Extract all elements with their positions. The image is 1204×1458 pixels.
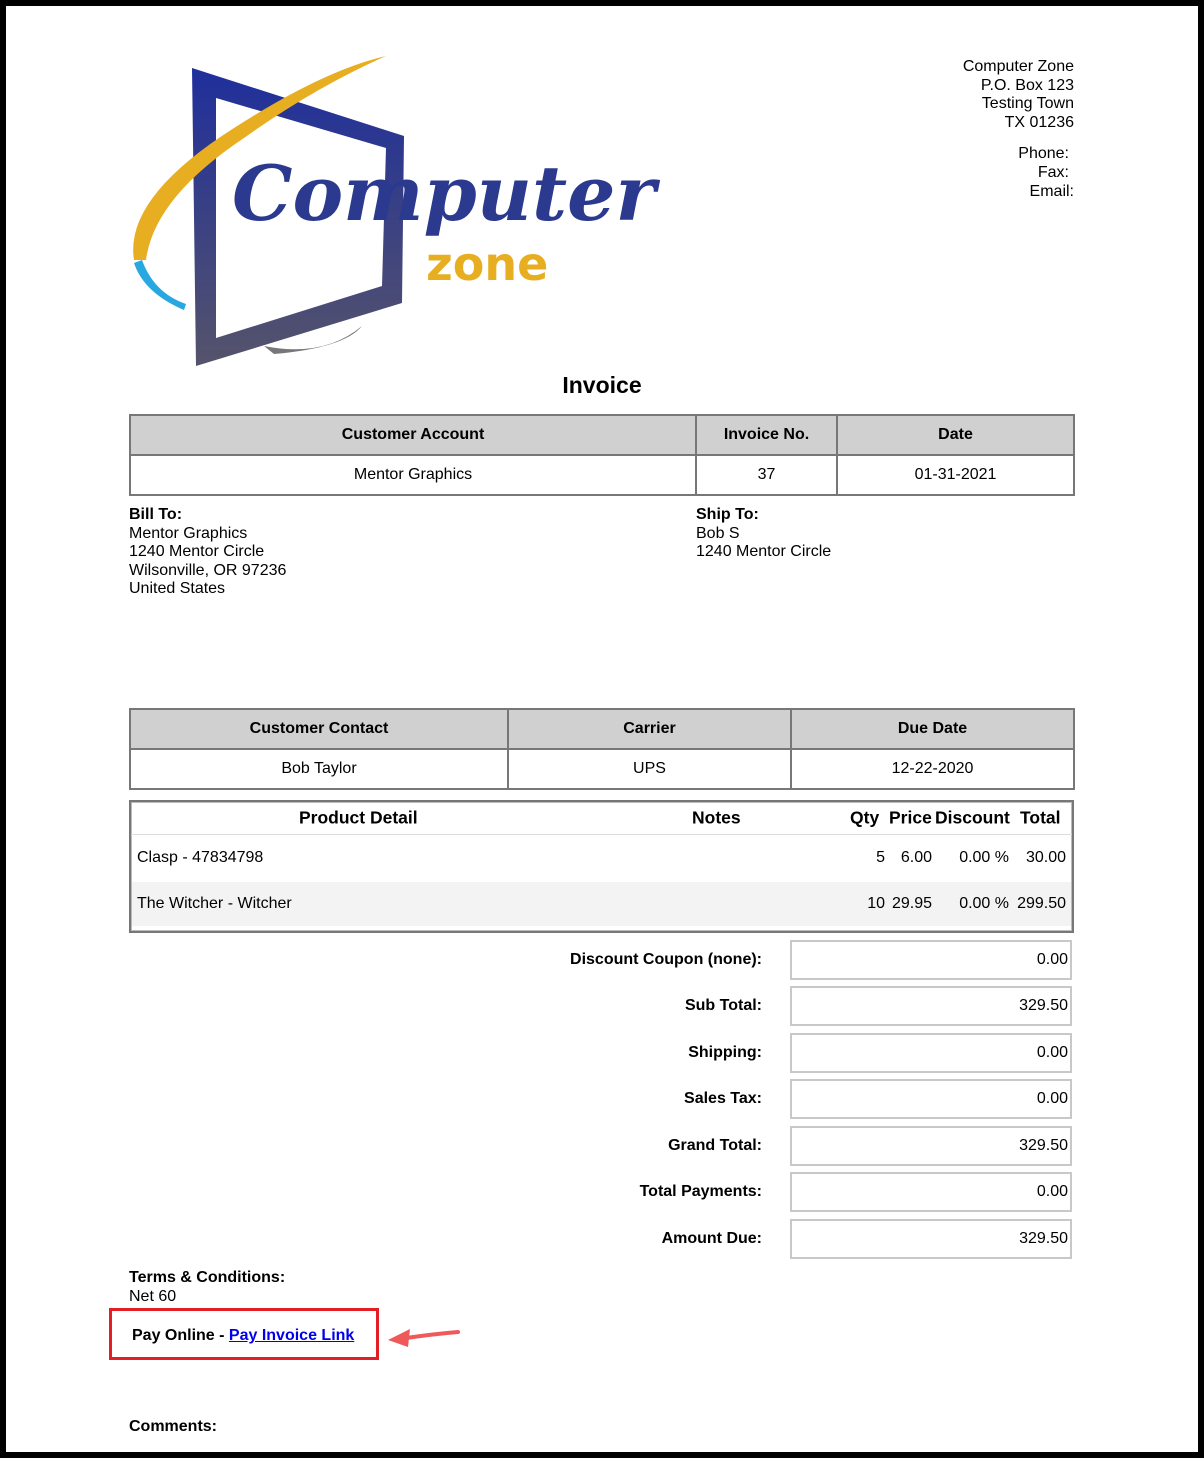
total-payments-amount: 0.00 <box>1036 1183 1068 1200</box>
bill-to-line: Wilsonville, OR 97236 <box>129 561 287 579</box>
grand-total-label: Grand Total: <box>668 1137 762 1154</box>
carrier-header: Carrier <box>508 709 791 749</box>
carrier-value: UPS <box>508 749 791 789</box>
qty-cell: 10 <box>867 895 885 912</box>
customer-contact-value: Bob Taylor <box>130 749 508 789</box>
grand-total-amount: 329.50 <box>1019 1137 1068 1154</box>
discount-coupon-value <box>790 940 1072 980</box>
pay-online-highlight <box>109 1308 379 1360</box>
comments-label: Comments: <box>129 1418 218 1435</box>
notes-header: Notes <box>692 807 741 828</box>
customer-account-value: Mentor Graphics <box>130 455 696 495</box>
pay-online-row <box>132 1327 354 1345</box>
price-cell: 29.95 <box>891 895 932 912</box>
fax-label: Fax: <box>1037 164 1069 181</box>
total-header: Total <box>1020 807 1061 828</box>
customer-account-header: Customer Account <box>130 415 696 455</box>
ship-to-line: 1240 Mentor Circle <box>696 543 832 561</box>
date-header: Date <box>837 415 1074 455</box>
terms-section <box>129 1268 285 1306</box>
company-contact <box>906 144 1074 201</box>
total-cell: 30.00 <box>1025 849 1066 866</box>
arrow-left-icon <box>384 1320 464 1350</box>
account-table <box>129 414 1075 496</box>
bill-to-line: 1240 Mentor Circle <box>129 543 265 561</box>
pay-invoice-link[interactable]: Pay Invoice Link <box>228 1327 355 1344</box>
sales-tax-value <box>790 1079 1072 1119</box>
shipping-value <box>790 1033 1072 1073</box>
bill-to <box>129 506 286 599</box>
shipping-label: Shipping: <box>688 1044 762 1061</box>
product-table-header <box>131 802 1072 835</box>
contact-table <box>129 708 1075 790</box>
customer-contact-header: Customer Contact <box>130 709 508 749</box>
invoice-no-header: Invoice No. <box>696 415 837 455</box>
ship-to <box>696 506 831 562</box>
total-payments-label: Total Payments: <box>639 1183 762 1200</box>
table-row <box>132 882 1071 926</box>
product-detail-header: Product Detail <box>299 807 418 828</box>
company-town: Testing Town <box>981 95 1074 112</box>
bill-to-line: Mentor Graphics <box>129 524 248 542</box>
discount-cell: 0.00 % <box>959 895 1009 912</box>
invoice-no-value: 37 <box>696 455 837 495</box>
product-detail-cell: Clasp - 47834798 <box>137 849 264 866</box>
company-state-zip: TX 01236 <box>1004 113 1074 131</box>
sub-total-amount: 329.50 <box>1019 997 1068 1014</box>
terms-label: Terms & Conditions: <box>129 1269 286 1286</box>
product-detail-cell: The Witcher - Witcher <box>137 895 292 912</box>
pay-online-label: Pay Online - <box>132 1327 229 1344</box>
terms-value: Net 60 <box>129 1288 177 1305</box>
discount-cell: 0.00 % <box>959 849 1009 866</box>
product-table <box>129 800 1074 933</box>
sales-tax-label: Sales Tax: <box>684 1090 762 1107</box>
price-header: Price <box>889 807 932 828</box>
qty-cell: 5 <box>876 849 885 866</box>
sub-total-label: Sub Total: <box>684 997 762 1014</box>
invoice-page <box>6 6 1198 1452</box>
logo-word-computer: Computer <box>232 149 656 238</box>
due-date-header: Due Date <box>791 709 1074 749</box>
total-payments-value <box>790 1172 1072 1212</box>
ship-to-line: Bob S <box>696 524 740 542</box>
total-cell: 299.50 <box>1017 895 1066 912</box>
amount-due-value <box>790 1219 1072 1259</box>
table-row <box>132 836 1071 880</box>
discount-coupon-label: Discount Coupon (none): <box>570 951 762 968</box>
phone-label: Phone: <box>1018 145 1069 162</box>
discount-header: Discount <box>935 807 1010 828</box>
grand-total-value <box>790 1126 1072 1166</box>
logo-word-zone: zone <box>426 237 549 291</box>
page-title: Invoice <box>562 372 642 398</box>
amount-due-label: Amount Due: <box>661 1230 762 1247</box>
amount-due-amount: 329.50 <box>1019 1230 1068 1247</box>
price-cell: 6.00 <box>900 849 932 866</box>
company-address <box>906 58 1074 132</box>
discount-coupon-amount: 0.00 <box>1036 951 1068 968</box>
computer-zone-logo <box>124 48 656 378</box>
ship-to-label: Ship To: <box>696 506 759 523</box>
date-value: 01-31-2021 <box>837 455 1074 495</box>
shipping-amount: 0.00 <box>1036 1044 1068 1061</box>
company-po-box: P.O. Box 123 <box>980 76 1074 94</box>
due-date-value: 12-22-2020 <box>791 749 1074 789</box>
bill-to-line: United States <box>129 580 226 598</box>
bill-to-label: Bill To: <box>129 506 183 523</box>
sub-total-value <box>790 986 1072 1026</box>
qty-header: Qty <box>850 807 880 828</box>
email-label: Email: <box>1029 183 1074 200</box>
company-name: Computer Zone <box>962 58 1074 75</box>
sales-tax-amount: 0.00 <box>1036 1090 1068 1107</box>
